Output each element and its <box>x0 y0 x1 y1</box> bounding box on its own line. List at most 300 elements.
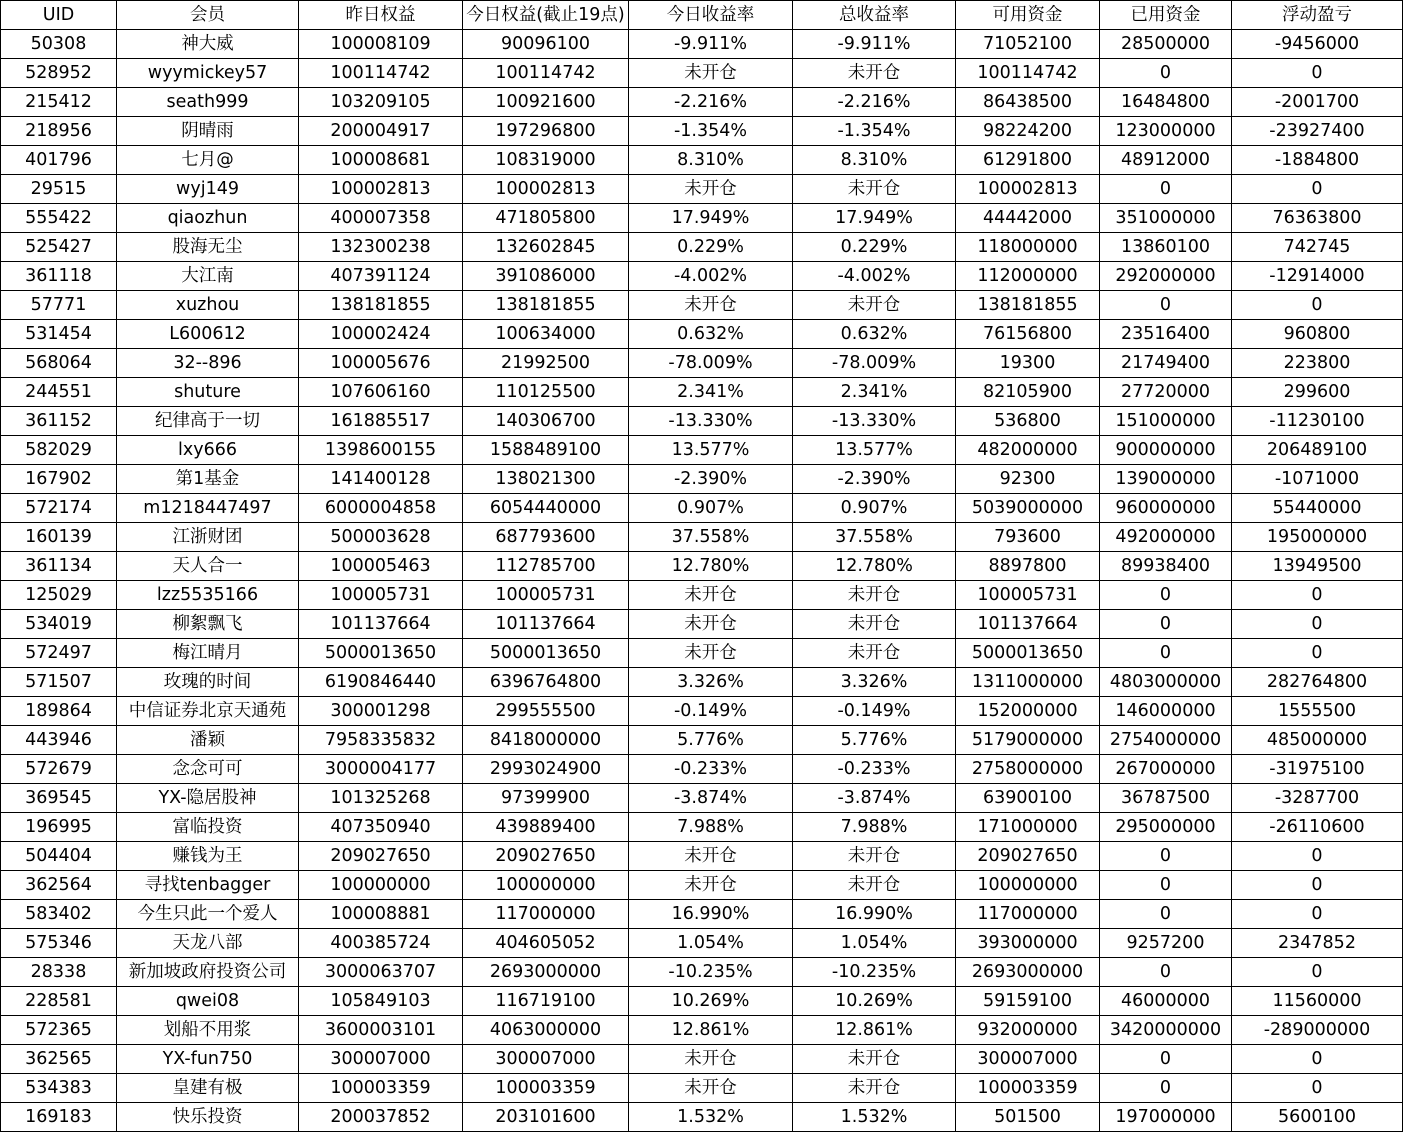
cell-today-return[interactable]: -10.235% <box>629 958 793 987</box>
cell-member[interactable]: lxy666 <box>117 436 299 465</box>
cell-prev-equity[interactable]: 3000004177 <box>299 755 463 784</box>
cell-used-funds[interactable]: 27720000 <box>1100 378 1232 407</box>
cell-available-funds[interactable]: 71052100 <box>956 30 1100 59</box>
cell-prev-equity[interactable]: 132300238 <box>299 233 463 262</box>
cell-available-funds[interactable]: 63900100 <box>956 784 1100 813</box>
cell-prev-equity[interactable]: 100008881 <box>299 900 463 929</box>
cell-member[interactable]: 天龙八部 <box>117 929 299 958</box>
cell-floating-pnl[interactable]: 13949500 <box>1232 552 1403 581</box>
cell-available-funds[interactable]: 2758000000 <box>956 755 1100 784</box>
cell-today-equity[interactable]: 100005731 <box>463 581 629 610</box>
cell-used-funds[interactable]: 151000000 <box>1100 407 1232 436</box>
cell-today-equity[interactable]: 110125500 <box>463 378 629 407</box>
cell-used-funds[interactable]: 16484800 <box>1100 88 1232 117</box>
cell-available-funds[interactable]: 44442000 <box>956 204 1100 233</box>
cell-used-funds[interactable]: 0 <box>1100 59 1232 88</box>
cell-member[interactable]: seath999 <box>117 88 299 117</box>
cell-uid[interactable]: 244551 <box>1 378 117 407</box>
cell-used-funds[interactable]: 13860100 <box>1100 233 1232 262</box>
cell-total-return[interactable]: 未开仓 <box>793 581 956 610</box>
cell-member[interactable]: 江浙财团 <box>117 523 299 552</box>
cell-uid[interactable]: 572679 <box>1 755 117 784</box>
cell-floating-pnl[interactable]: 299600 <box>1232 378 1403 407</box>
cell-member[interactable]: 梅江晴月 <box>117 639 299 668</box>
cell-prev-equity[interactable]: 200037852 <box>299 1103 463 1132</box>
cell-prev-equity[interactable]: 161885517 <box>299 407 463 436</box>
cell-total-return[interactable]: 未开仓 <box>793 1074 956 1103</box>
cell-today-equity[interactable]: 2993024900 <box>463 755 629 784</box>
cell-floating-pnl[interactable]: -1071000 <box>1232 465 1403 494</box>
cell-uid[interactable]: 218956 <box>1 117 117 146</box>
cell-available-funds[interactable]: 100003359 <box>956 1074 1100 1103</box>
cell-today-equity[interactable]: 100003359 <box>463 1074 629 1103</box>
cell-uid[interactable]: 572174 <box>1 494 117 523</box>
cell-uid[interactable]: 50308 <box>1 30 117 59</box>
cell-member[interactable]: 今生只此一个爱人 <box>117 900 299 929</box>
cell-today-return[interactable]: 2.341% <box>629 378 793 407</box>
cell-prev-equity[interactable]: 6000004858 <box>299 494 463 523</box>
cell-member[interactable]: 第1基金 <box>117 465 299 494</box>
cell-uid[interactable]: 169183 <box>1 1103 117 1132</box>
cell-uid[interactable]: 572497 <box>1 639 117 668</box>
cell-prev-equity[interactable]: 407350940 <box>299 813 463 842</box>
cell-used-funds[interactable]: 197000000 <box>1100 1103 1232 1132</box>
cell-today-equity[interactable]: 8418000000 <box>463 726 629 755</box>
cell-today-return[interactable]: 未开仓 <box>629 175 793 204</box>
cell-today-equity[interactable]: 117000000 <box>463 900 629 929</box>
cell-today-equity[interactable]: 404605052 <box>463 929 629 958</box>
cell-used-funds[interactable]: 0 <box>1100 871 1232 900</box>
cell-used-funds[interactable]: 0 <box>1100 958 1232 987</box>
cell-floating-pnl[interactable]: -23927400 <box>1232 117 1403 146</box>
cell-total-return[interactable]: -4.002% <box>793 262 956 291</box>
cell-today-equity[interactable]: 299555500 <box>463 697 629 726</box>
cell-total-return[interactable]: 1.532% <box>793 1103 956 1132</box>
cell-floating-pnl[interactable]: 55440000 <box>1232 494 1403 523</box>
cell-used-funds[interactable]: 28500000 <box>1100 30 1232 59</box>
cell-available-funds[interactable]: 300007000 <box>956 1045 1100 1074</box>
cell-total-return[interactable]: 12.861% <box>793 1016 956 1045</box>
cell-uid[interactable]: 401796 <box>1 146 117 175</box>
cell-today-equity[interactable]: 138181855 <box>463 291 629 320</box>
cell-today-equity[interactable]: 6054440000 <box>463 494 629 523</box>
cell-total-return[interactable]: 未开仓 <box>793 871 956 900</box>
cell-today-equity[interactable]: 100921600 <box>463 88 629 117</box>
cell-today-return[interactable]: -2.390% <box>629 465 793 494</box>
cell-uid[interactable]: 534383 <box>1 1074 117 1103</box>
cell-used-funds[interactable]: 0 <box>1100 900 1232 929</box>
cell-today-equity[interactable]: 203101600 <box>463 1103 629 1132</box>
cell-uid[interactable]: 57771 <box>1 291 117 320</box>
cell-prev-equity[interactable]: 100005463 <box>299 552 463 581</box>
cell-today-return[interactable]: -78.009% <box>629 349 793 378</box>
cell-used-funds[interactable]: 492000000 <box>1100 523 1232 552</box>
cell-today-return[interactable]: 8.310% <box>629 146 793 175</box>
cell-available-funds[interactable]: 86438500 <box>956 88 1100 117</box>
cell-member[interactable]: 阴晴雨 <box>117 117 299 146</box>
cell-used-funds[interactable]: 123000000 <box>1100 117 1232 146</box>
cell-uid[interactable]: 583402 <box>1 900 117 929</box>
cell-today-return[interactable]: -13.330% <box>629 407 793 436</box>
cell-used-funds[interactable]: 3420000000 <box>1100 1016 1232 1045</box>
cell-today-return[interactable]: 1.054% <box>629 929 793 958</box>
cell-available-funds[interactable]: 98224200 <box>956 117 1100 146</box>
cell-member[interactable]: 玫瑰的时间 <box>117 668 299 697</box>
cell-available-funds[interactable]: 793600 <box>956 523 1100 552</box>
cell-floating-pnl[interactable]: 0 <box>1232 581 1403 610</box>
cell-member[interactable]: 神大威 <box>117 30 299 59</box>
cell-total-return[interactable]: 17.949% <box>793 204 956 233</box>
cell-total-return[interactable]: 1.054% <box>793 929 956 958</box>
cell-uid[interactable]: 555422 <box>1 204 117 233</box>
cell-used-funds[interactable]: 9257200 <box>1100 929 1232 958</box>
cell-today-equity[interactable]: 439889400 <box>463 813 629 842</box>
cell-uid[interactable]: 534019 <box>1 610 117 639</box>
cell-prev-equity[interactable]: 407391124 <box>299 262 463 291</box>
cell-available-funds[interactable]: 2693000000 <box>956 958 1100 987</box>
cell-used-funds[interactable]: 0 <box>1100 581 1232 610</box>
cell-used-funds[interactable]: 351000000 <box>1100 204 1232 233</box>
cell-today-equity[interactable]: 112785700 <box>463 552 629 581</box>
cell-floating-pnl[interactable]: -11230100 <box>1232 407 1403 436</box>
cell-used-funds[interactable]: 36787500 <box>1100 784 1232 813</box>
cell-today-return[interactable]: 未开仓 <box>629 59 793 88</box>
cell-today-equity[interactable]: 197296800 <box>463 117 629 146</box>
cell-total-return[interactable]: -2.390% <box>793 465 956 494</box>
cell-used-funds[interactable]: 0 <box>1100 842 1232 871</box>
cell-available-funds[interactable]: 209027650 <box>956 842 1100 871</box>
cell-member[interactable]: YX-隐居股神 <box>117 784 299 813</box>
cell-total-return[interactable]: 16.990% <box>793 900 956 929</box>
cell-today-equity[interactable]: 132602845 <box>463 233 629 262</box>
cell-today-equity[interactable]: 5000013650 <box>463 639 629 668</box>
cell-floating-pnl[interactable]: 742745 <box>1232 233 1403 262</box>
cell-today-return[interactable]: 未开仓 <box>629 639 793 668</box>
cell-available-funds[interactable]: 5179000000 <box>956 726 1100 755</box>
column-header-total-return[interactable]: 总收益率 <box>793 1 956 30</box>
cell-uid[interactable]: 568064 <box>1 349 117 378</box>
cell-today-equity[interactable]: 116719100 <box>463 987 629 1016</box>
cell-available-funds[interactable]: 100005731 <box>956 581 1100 610</box>
cell-total-return[interactable]: 0.632% <box>793 320 956 349</box>
cell-floating-pnl[interactable]: 11560000 <box>1232 987 1403 1016</box>
cell-uid[interactable]: 29515 <box>1 175 117 204</box>
cell-today-equity[interactable]: 1588489100 <box>463 436 629 465</box>
cell-available-funds[interactable]: 932000000 <box>956 1016 1100 1045</box>
cell-floating-pnl[interactable]: -289000000 <box>1232 1016 1403 1045</box>
cell-used-funds[interactable]: 2754000000 <box>1100 726 1232 755</box>
cell-used-funds[interactable]: 960000000 <box>1100 494 1232 523</box>
cell-today-equity[interactable]: 100634000 <box>463 320 629 349</box>
cell-prev-equity[interactable]: 7958335832 <box>299 726 463 755</box>
cell-floating-pnl[interactable]: 0 <box>1232 900 1403 929</box>
cell-today-return[interactable]: 未开仓 <box>629 291 793 320</box>
cell-floating-pnl[interactable]: -1884800 <box>1232 146 1403 175</box>
cell-today-equity[interactable]: 2693000000 <box>463 958 629 987</box>
cell-today-return[interactable]: 37.558% <box>629 523 793 552</box>
cell-prev-equity[interactable]: 100008681 <box>299 146 463 175</box>
cell-member[interactable]: wyj149 <box>117 175 299 204</box>
cell-prev-equity[interactable]: 100003359 <box>299 1074 463 1103</box>
cell-used-funds[interactable]: 0 <box>1100 1045 1232 1074</box>
cell-uid[interactable]: 531454 <box>1 320 117 349</box>
cell-member[interactable]: wyymickey57 <box>117 59 299 88</box>
cell-floating-pnl[interactable]: 485000000 <box>1232 726 1403 755</box>
cell-prev-equity[interactable]: 5000013650 <box>299 639 463 668</box>
cell-today-equity[interactable]: 108319000 <box>463 146 629 175</box>
cell-used-funds[interactable]: 295000000 <box>1100 813 1232 842</box>
cell-uid[interactable]: 525427 <box>1 233 117 262</box>
cell-available-funds[interactable]: 171000000 <box>956 813 1100 842</box>
column-header-prev-equity[interactable]: 昨日权益 <box>299 1 463 30</box>
cell-today-equity[interactable]: 138021300 <box>463 465 629 494</box>
cell-uid[interactable]: 189864 <box>1 697 117 726</box>
cell-floating-pnl[interactable]: -26110600 <box>1232 813 1403 842</box>
cell-floating-pnl[interactable]: 206489100 <box>1232 436 1403 465</box>
cell-today-return[interactable]: 10.269% <box>629 987 793 1016</box>
cell-member[interactable]: xuzhou <box>117 291 299 320</box>
cell-used-funds[interactable]: 46000000 <box>1100 987 1232 1016</box>
cell-floating-pnl[interactable]: 5600100 <box>1232 1103 1403 1132</box>
cell-available-funds[interactable]: 118000000 <box>956 233 1100 262</box>
cell-today-equity[interactable]: 4063000000 <box>463 1016 629 1045</box>
cell-prev-equity[interactable]: 100005676 <box>299 349 463 378</box>
cell-total-return[interactable]: 2.341% <box>793 378 956 407</box>
column-header-uid[interactable]: UID <box>1 1 117 30</box>
cell-today-equity[interactable]: 687793600 <box>463 523 629 552</box>
cell-available-funds[interactable]: 112000000 <box>956 262 1100 291</box>
cell-uid[interactable]: 504404 <box>1 842 117 871</box>
cell-used-funds[interactable]: 0 <box>1100 639 1232 668</box>
column-header-member[interactable]: 会员 <box>117 1 299 30</box>
cell-member[interactable]: 潘颖 <box>117 726 299 755</box>
cell-total-return[interactable]: 未开仓 <box>793 59 956 88</box>
cell-today-return[interactable]: 5.776% <box>629 726 793 755</box>
cell-available-funds[interactable]: 138181855 <box>956 291 1100 320</box>
cell-today-return[interactable]: -1.354% <box>629 117 793 146</box>
cell-prev-equity[interactable]: 200004917 <box>299 117 463 146</box>
cell-total-return[interactable]: 10.269% <box>793 987 956 1016</box>
cell-prev-equity[interactable]: 100008109 <box>299 30 463 59</box>
cell-today-return[interactable]: 0.907% <box>629 494 793 523</box>
cell-today-equity[interactable]: 140306700 <box>463 407 629 436</box>
cell-today-return[interactable]: 未开仓 <box>629 581 793 610</box>
cell-today-return[interactable]: 1.532% <box>629 1103 793 1132</box>
cell-available-funds[interactable]: 82105900 <box>956 378 1100 407</box>
cell-today-return[interactable]: 13.577% <box>629 436 793 465</box>
cell-used-funds[interactable]: 0 <box>1100 291 1232 320</box>
cell-floating-pnl[interactable]: 76363800 <box>1232 204 1403 233</box>
cell-member[interactable]: shuture <box>117 378 299 407</box>
column-header-floating-pnl[interactable]: 浮动盈亏 <box>1232 1 1403 30</box>
cell-today-equity[interactable]: 100114742 <box>463 59 629 88</box>
column-header-today-return[interactable]: 今日收益率 <box>629 1 793 30</box>
cell-available-funds[interactable]: 61291800 <box>956 146 1100 175</box>
cell-prev-equity[interactable]: 500003628 <box>299 523 463 552</box>
cell-available-funds[interactable]: 100114742 <box>956 59 1100 88</box>
cell-today-equity[interactable]: 391086000 <box>463 262 629 291</box>
cell-prev-equity[interactable]: 6190846440 <box>299 668 463 697</box>
cell-total-return[interactable]: -78.009% <box>793 349 956 378</box>
cell-member[interactable]: 赚钱为王 <box>117 842 299 871</box>
cell-prev-equity[interactable]: 300001298 <box>299 697 463 726</box>
cell-member[interactable]: 富临投资 <box>117 813 299 842</box>
cell-today-return[interactable]: -2.216% <box>629 88 793 117</box>
cell-today-return[interactable]: 0.632% <box>629 320 793 349</box>
cell-used-funds[interactable]: 89938400 <box>1100 552 1232 581</box>
cell-prev-equity[interactable]: 1398600155 <box>299 436 463 465</box>
cell-total-return[interactable]: -1.354% <box>793 117 956 146</box>
cell-floating-pnl[interactable]: 0 <box>1232 958 1403 987</box>
cell-used-funds[interactable]: 23516400 <box>1100 320 1232 349</box>
cell-today-return[interactable]: 12.861% <box>629 1016 793 1045</box>
cell-floating-pnl[interactable]: 0 <box>1232 610 1403 639</box>
cell-uid[interactable]: 443946 <box>1 726 117 755</box>
cell-today-return[interactable]: 未开仓 <box>629 842 793 871</box>
cell-floating-pnl[interactable]: 0 <box>1232 175 1403 204</box>
cell-today-return[interactable]: 3.326% <box>629 668 793 697</box>
cell-used-funds[interactable]: 900000000 <box>1100 436 1232 465</box>
cell-available-funds[interactable]: 1311000000 <box>956 668 1100 697</box>
cell-total-return[interactable]: 未开仓 <box>793 610 956 639</box>
cell-total-return[interactable]: -9.911% <box>793 30 956 59</box>
cell-prev-equity[interactable]: 100005731 <box>299 581 463 610</box>
cell-total-return[interactable]: 未开仓 <box>793 291 956 320</box>
cell-member[interactable]: 32--896 <box>117 349 299 378</box>
cell-uid[interactable]: 28338 <box>1 958 117 987</box>
cell-used-funds[interactable]: 146000000 <box>1100 697 1232 726</box>
cell-today-return[interactable]: -4.002% <box>629 262 793 291</box>
cell-available-funds[interactable]: 482000000 <box>956 436 1100 465</box>
cell-total-return[interactable]: 12.780% <box>793 552 956 581</box>
cell-available-funds[interactable]: 8897800 <box>956 552 1100 581</box>
cell-today-return[interactable]: -9.911% <box>629 30 793 59</box>
cell-today-return[interactable]: -0.233% <box>629 755 793 784</box>
cell-total-return[interactable]: 37.558% <box>793 523 956 552</box>
cell-today-equity[interactable]: 97399900 <box>463 784 629 813</box>
column-header-used-funds[interactable]: 已用资金 <box>1100 1 1232 30</box>
cell-uid[interactable]: 228581 <box>1 987 117 1016</box>
cell-uid[interactable]: 196995 <box>1 813 117 842</box>
cell-floating-pnl[interactable]: 223800 <box>1232 349 1403 378</box>
cell-member[interactable]: 股海无尘 <box>117 233 299 262</box>
cell-prev-equity[interactable]: 100002813 <box>299 175 463 204</box>
cell-member[interactable]: 划船不用浆 <box>117 1016 299 1045</box>
cell-total-return[interactable]: 0.229% <box>793 233 956 262</box>
cell-floating-pnl[interactable]: 0 <box>1232 1074 1403 1103</box>
cell-uid[interactable]: 361152 <box>1 407 117 436</box>
cell-prev-equity[interactable]: 3000063707 <box>299 958 463 987</box>
cell-available-funds[interactable]: 536800 <box>956 407 1100 436</box>
cell-member[interactable]: 快乐投资 <box>117 1103 299 1132</box>
cell-total-return[interactable]: -13.330% <box>793 407 956 436</box>
cell-floating-pnl[interactable]: -3287700 <box>1232 784 1403 813</box>
cell-floating-pnl[interactable]: -2001700 <box>1232 88 1403 117</box>
cell-available-funds[interactable]: 152000000 <box>956 697 1100 726</box>
cell-prev-equity[interactable]: 400007358 <box>299 204 463 233</box>
cell-available-funds[interactable]: 59159100 <box>956 987 1100 1016</box>
cell-floating-pnl[interactable]: 2347852 <box>1232 929 1403 958</box>
cell-used-funds[interactable]: 21749400 <box>1100 349 1232 378</box>
cell-used-funds[interactable]: 0 <box>1100 610 1232 639</box>
cell-floating-pnl[interactable]: 0 <box>1232 291 1403 320</box>
cell-uid[interactable]: 369545 <box>1 784 117 813</box>
cell-today-equity[interactable]: 6396764800 <box>463 668 629 697</box>
cell-prev-equity[interactable]: 100114742 <box>299 59 463 88</box>
cell-prev-equity[interactable]: 209027650 <box>299 842 463 871</box>
cell-member[interactable]: 七月@ <box>117 146 299 175</box>
cell-total-return[interactable]: -0.149% <box>793 697 956 726</box>
cell-uid[interactable]: 167902 <box>1 465 117 494</box>
cell-available-funds[interactable]: 76156800 <box>956 320 1100 349</box>
cell-member[interactable]: YX-fun750 <box>117 1045 299 1074</box>
cell-prev-equity[interactable]: 105849103 <box>299 987 463 1016</box>
cell-total-return[interactable]: 8.310% <box>793 146 956 175</box>
cell-member[interactable]: m1218447497 <box>117 494 299 523</box>
cell-today-return[interactable]: 未开仓 <box>629 1045 793 1074</box>
cell-uid[interactable]: 160139 <box>1 523 117 552</box>
column-header-today-equity[interactable]: 今日权益(截止19点) <box>463 1 629 30</box>
cell-member[interactable]: 念念可可 <box>117 755 299 784</box>
cell-today-equity[interactable]: 471805800 <box>463 204 629 233</box>
cell-floating-pnl[interactable]: 195000000 <box>1232 523 1403 552</box>
cell-total-return[interactable]: 未开仓 <box>793 639 956 668</box>
cell-today-equity[interactable]: 21992500 <box>463 349 629 378</box>
cell-floating-pnl[interactable]: 0 <box>1232 871 1403 900</box>
cell-available-funds[interactable]: 19300 <box>956 349 1100 378</box>
cell-floating-pnl[interactable]: 960800 <box>1232 320 1403 349</box>
cell-today-return[interactable]: 7.988% <box>629 813 793 842</box>
cell-floating-pnl[interactable]: 0 <box>1232 1045 1403 1074</box>
cell-total-return[interactable]: 未开仓 <box>793 842 956 871</box>
cell-total-return[interactable]: 未开仓 <box>793 1045 956 1074</box>
cell-member[interactable]: qiaozhun <box>117 204 299 233</box>
cell-member[interactable]: 柳絮飘飞 <box>117 610 299 639</box>
cell-available-funds[interactable]: 5039000000 <box>956 494 1100 523</box>
cell-total-return[interactable]: 5.776% <box>793 726 956 755</box>
cell-member[interactable]: L600612 <box>117 320 299 349</box>
cell-prev-equity[interactable]: 400385724 <box>299 929 463 958</box>
cell-floating-pnl[interactable]: -12914000 <box>1232 262 1403 291</box>
cell-available-funds[interactable]: 101137664 <box>956 610 1100 639</box>
cell-uid[interactable]: 571507 <box>1 668 117 697</box>
cell-total-return[interactable]: -3.874% <box>793 784 956 813</box>
cell-used-funds[interactable]: 139000000 <box>1100 465 1232 494</box>
cell-total-return[interactable]: -10.235% <box>793 958 956 987</box>
cell-member[interactable]: 中信证券北京天通苑 <box>117 697 299 726</box>
cell-available-funds[interactable]: 100002813 <box>956 175 1100 204</box>
cell-uid[interactable]: 362564 <box>1 871 117 900</box>
cell-prev-equity[interactable]: 138181855 <box>299 291 463 320</box>
cell-member[interactable]: lzz5535166 <box>117 581 299 610</box>
cell-member[interactable]: 皇建有极 <box>117 1074 299 1103</box>
cell-floating-pnl[interactable]: -9456000 <box>1232 30 1403 59</box>
cell-floating-pnl[interactable]: 0 <box>1232 842 1403 871</box>
cell-member[interactable]: 新加坡政府投资公司 <box>117 958 299 987</box>
cell-member[interactable]: 纪律高于一切 <box>117 407 299 436</box>
cell-today-equity[interactable]: 100002813 <box>463 175 629 204</box>
cell-today-equity[interactable]: 101137664 <box>463 610 629 639</box>
cell-today-equity[interactable]: 100000000 <box>463 871 629 900</box>
cell-today-return[interactable]: -3.874% <box>629 784 793 813</box>
cell-today-return[interactable]: 17.949% <box>629 204 793 233</box>
cell-used-funds[interactable]: 0 <box>1100 1074 1232 1103</box>
cell-total-return[interactable]: 0.907% <box>793 494 956 523</box>
cell-prev-equity[interactable]: 100002424 <box>299 320 463 349</box>
cell-used-funds[interactable]: 48912000 <box>1100 146 1232 175</box>
cell-uid[interactable]: 215412 <box>1 88 117 117</box>
cell-floating-pnl[interactable]: 0 <box>1232 59 1403 88</box>
